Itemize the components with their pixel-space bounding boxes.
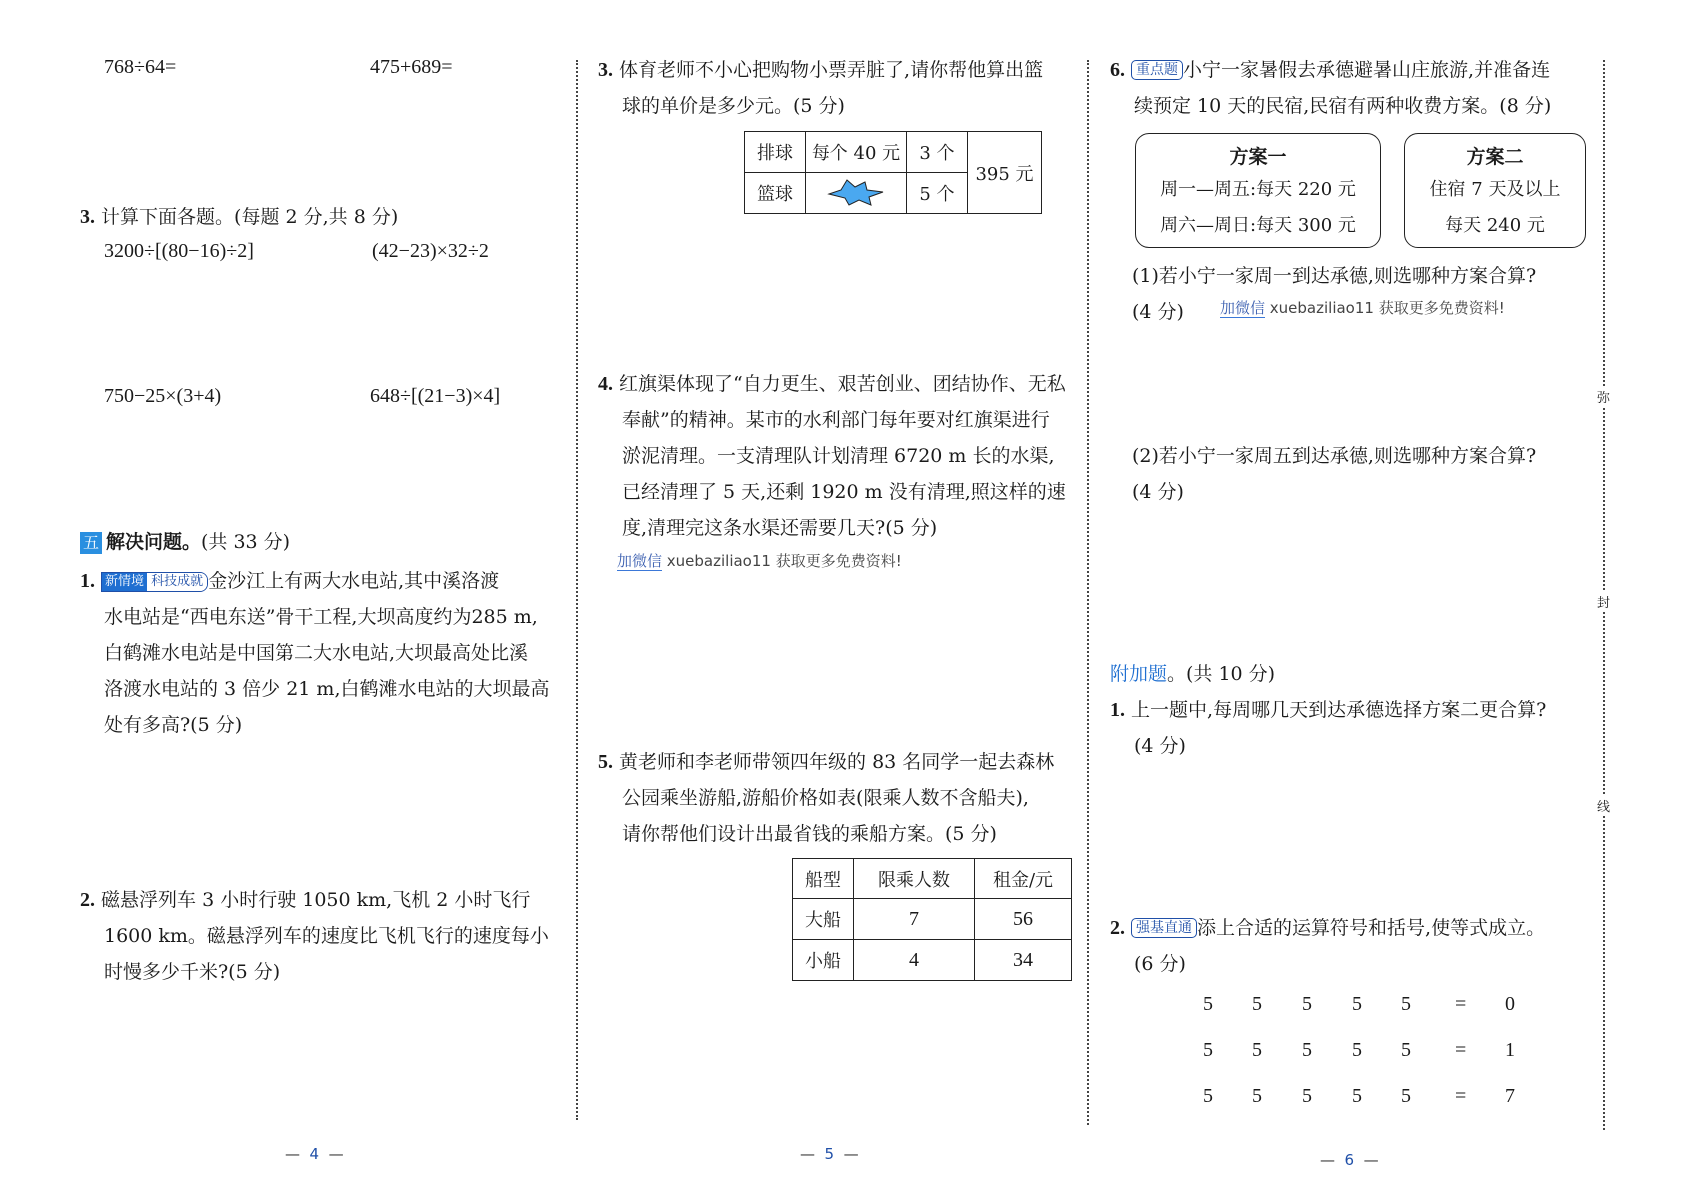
- column-divider-left: [576, 60, 578, 1120]
- bonus-heading: 附加题。(共 10 分): [1110, 663, 1276, 685]
- calc-item: 475+689=: [370, 56, 453, 78]
- bonus-question-2: 2. 强基直通 添上合适的运算符号和括号,使等式成立。 (6 分): [1110, 917, 1546, 975]
- calc-item: (42−23)×32÷2: [372, 240, 489, 262]
- plan-two-box: 方案二 住宿 7 天及以上 每天 240 元: [1404, 133, 1586, 248]
- problem-6: 6. 重点题 小宁一家暑假去承德避暑山庄旅游,并准备连 续预定 10 天的民宿,民宿有两种收费方案。(8 分): [1110, 59, 1552, 117]
- ink-blot-icon: [806, 173, 907, 214]
- problem-2: 2. 磁悬浮列车 3 小时行驶 1050 km,飞机 2 小时飞行 1600 km。磁悬浮列车的速度比飞机飞行的速度每小 时慢多少千米?(5 分): [80, 889, 549, 983]
- watermark-text: 加微信 xuebaziliao11 获取更多免费资料!: [617, 552, 902, 570]
- page-number: — 5 —: [800, 1145, 859, 1163]
- column-divider-middle: [1087, 60, 1089, 1125]
- calc-item: 750−25×(3+4): [104, 385, 222, 407]
- page-number: — 6 —: [1320, 1151, 1379, 1169]
- bonus-question-1: 1. 上一题中,每周哪几天到达承德选择方案二更合算? (4 分): [1110, 699, 1547, 757]
- watermark-text: 加微信 xuebaziliao11 获取更多免费资料!: [1220, 299, 1505, 317]
- tag-new-context: 新情境 科技成就: [101, 572, 208, 592]
- binding-margin-label: 弥: [1597, 387, 1610, 406]
- calc-item: 648÷[(21−3)×4]: [370, 385, 501, 407]
- sub-question-1: (1)若小宁一家周一到达承德,则选哪种方案合算? (4 分): [1132, 265, 1537, 323]
- section-5-heading: 五 解决问题。(共 33 分): [80, 524, 290, 560]
- problem-5: 5. 黄老师和李老师带领四年级的 83 名同学一起去森林 公园乘坐游船,游船价格如表(限乘人数不含船夫), 请你帮他们设计出最省钱的乘船方案。(5 分): [598, 751, 1055, 845]
- problem-1: 1. 新情境 科技成就 金沙江上有两大水电站,其中溪洛渡 水电站是“西电东送”骨干工程,大坝高度约为285 m, 白鹤滩水电站是中国第二大水电站,大坝最高处比溪 洛渡水电站的 3 倍少 21 m,白鹤滩水电站的大坝最高 处有多高?(5 分): [80, 570, 550, 736]
- tag-key-question: 重点题: [1131, 60, 1183, 80]
- star-blot-icon: [827, 176, 885, 206]
- boat-price-table: 船型 限乘人数 租金/元 大船 7 56 小船 4 34: [792, 858, 1072, 981]
- problem-4: 4. 红旗渠体现了“自力更生、艰苦创业、团结协作、无私 奉献”的精神。某市的水利部门每年要对红旗渠进行 淤泥清理。一支清理队计划清理 6720 m 长的水渠, 已经清理了 5 天,还剩 1920 m 没有清理,照这样的速 度,清理完这条水渠还需要几天?(5 分): [598, 373, 1066, 539]
- watermark-link[interactable]: 加微信: [1220, 299, 1266, 317]
- watermark-link[interactable]: 加微信: [617, 552, 663, 570]
- binding-margin-label: 线: [1597, 796, 1610, 815]
- section-number-icon: 五: [80, 532, 102, 554]
- problem-3: 3. 体育老师不小心把购物小票弄脏了,请你帮他算出篮 球的单价是多少元。(5 分): [598, 59, 1044, 117]
- receipt-table: 排球 每个 40 元 3 个 395 元 篮球 5 个: [744, 131, 1042, 214]
- binding-margin-label: 封: [1597, 592, 1610, 611]
- tag-foundation: 强基直通: [1131, 918, 1197, 938]
- plan-one-box: 方案一 周一—周五:每天 220 元 周六—周日:每天 300 元: [1135, 133, 1381, 248]
- question-3-heading: 3. 计算下面各题。(每题 2 分,共 8 分): [80, 206, 399, 228]
- calc-item: 3200÷[(80−16)÷2]: [104, 240, 254, 262]
- page-number: — 4 —: [285, 1145, 344, 1163]
- sub-question-2: (2)若小宁一家周五到达承德,则选哪种方案合算? (4 分): [1132, 445, 1537, 503]
- calc-item: 768÷64=: [104, 56, 177, 78]
